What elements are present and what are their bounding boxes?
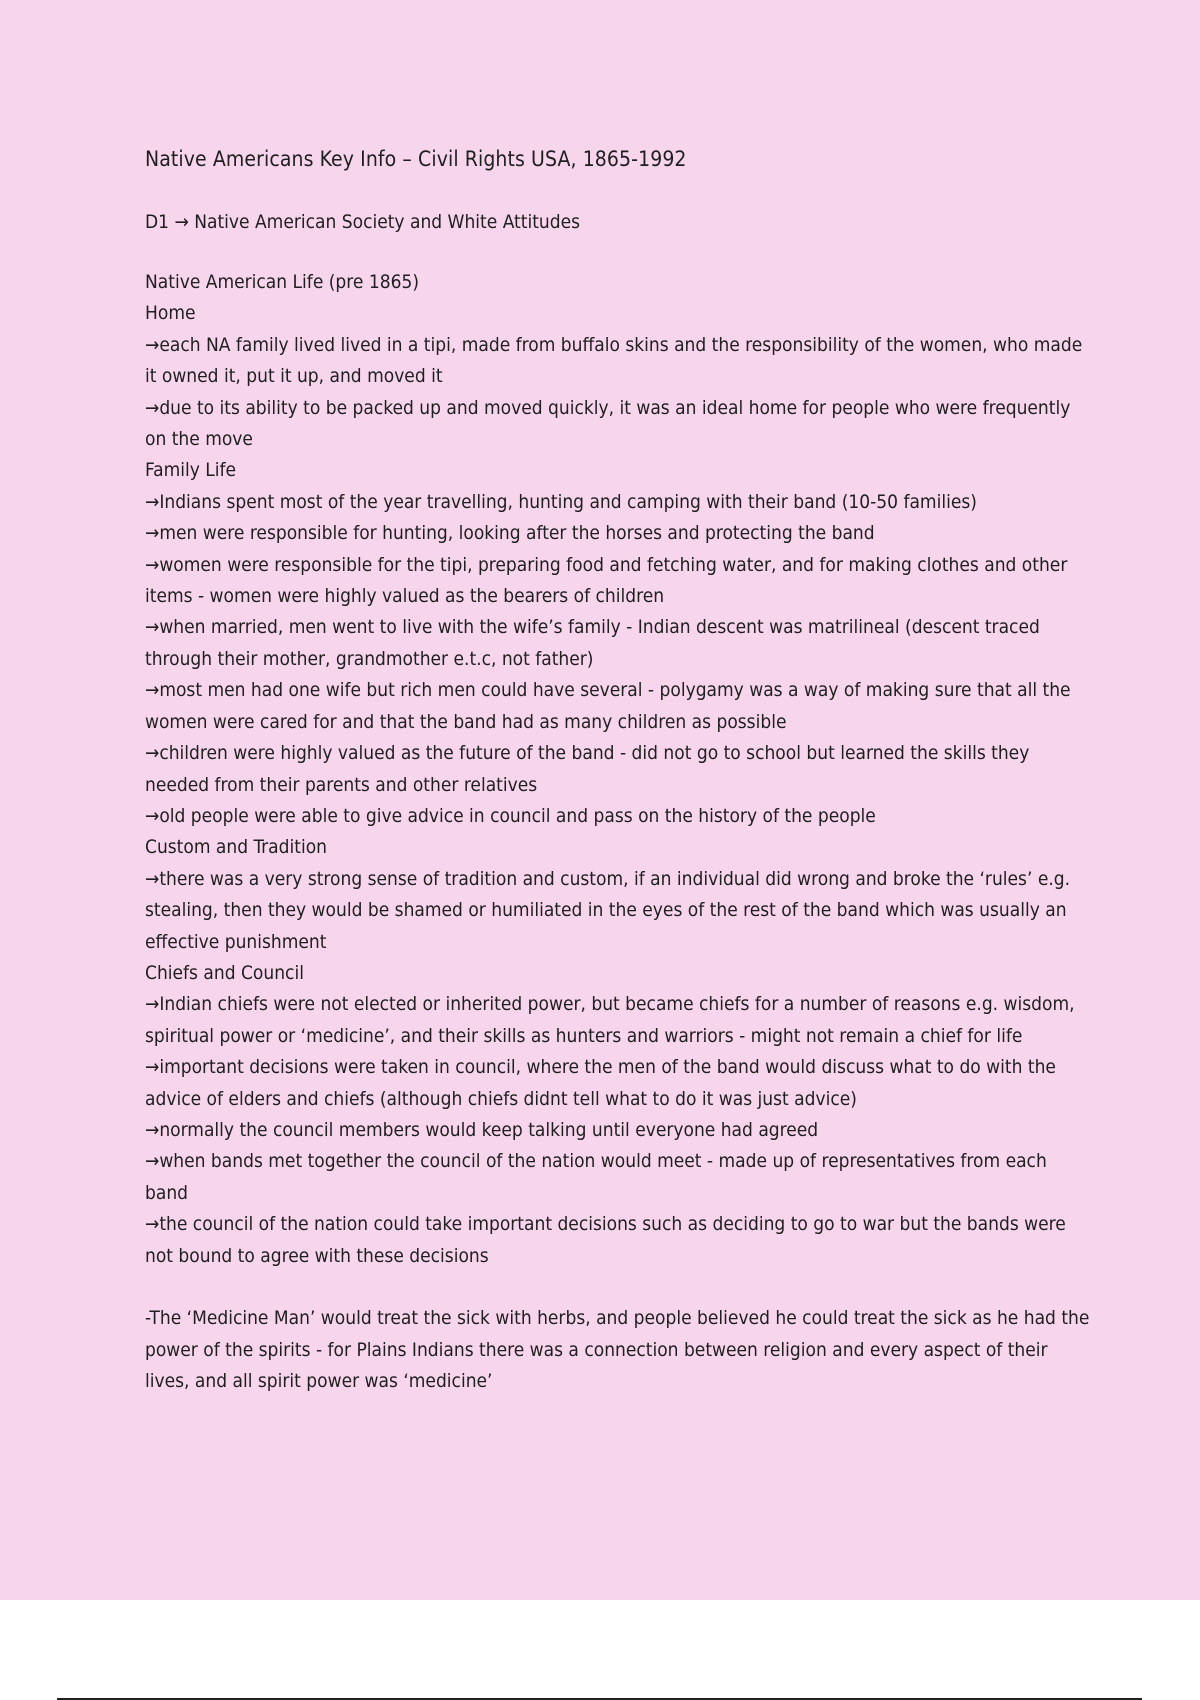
bullet-point: →the council of the nation could take important decisions such as deciding to go to war but the bands were not bound to agree with these decisions bbox=[145, 1213, 1066, 1267]
bullet-point: →normally the council members would keep talking until everyone had agreed bbox=[145, 1118, 819, 1141]
bullet-point: →men were responsible for hunting, looking after the horses and protecting the band bbox=[145, 522, 875, 545]
bullet-point: →when married, men went to live with the wife’s family - Indian descent was matrilineal (descent traced through their mother, grandmother e.t.c, not father) bbox=[145, 616, 1040, 670]
bullet-point: →women were responsible for the tipi, preparing food and fetching water, and for making clothes and other items - women were highly valued as the bearers of children bbox=[145, 553, 1068, 608]
subheading: Home bbox=[145, 302, 196, 325]
subheading: Chiefs and Council bbox=[145, 961, 304, 984]
bullet-point: →due to its ability to be packed up and moved quickly, it was an ideal home for people who were frequently on the move bbox=[145, 396, 1071, 451]
bullet-point: →important decisions were taken in council, where the men of the band would discuss what to do with the advice of elders and chiefs (although chiefs didnt tell what to do it was just advice) bbox=[145, 1056, 1056, 1110]
note-paragraph: -The ‘Medicine Man’ would treat the sick with herbs, and people believed he could treat the sick as he had the power of the spirits - for Plains Indians there was a connection between religion and every aspect of their lives, and all spirit power was ‘medicine’ bbox=[145, 1307, 1090, 1393]
bullet-point: →there was a very strong sense of tradition and custom, if an individual did wrong and broke the ‘rules’ e.g. stealing, then they would be shamed or humiliated in the eyes of the rest of the band which was usually an effective punishment bbox=[145, 867, 1071, 953]
bullet-point: →Indians spent most of the year travelling, hunting and camping with their band (10-50 families) bbox=[145, 490, 977, 513]
bullet-point: →children were highly valued as the future of the band - did not go to school but learned the skills they needed from their parents and other relatives bbox=[145, 742, 1030, 796]
bullet-point: →when bands met together the council of the nation would meet - made up of representatives from each band bbox=[145, 1150, 1047, 1204]
document-title: Native Americans Key Info – Civil Rights USA, 1865-1992 bbox=[145, 147, 687, 171]
bullet-point: →each NA family lived lived in a tipi, made from buffalo skins and the responsibility of the women, who made it owned it, put it up, and moved it bbox=[145, 333, 1083, 388]
subheading: Family Life bbox=[145, 459, 237, 482]
bullet-point: →most men had one wife but rich men could have several - polygamy was a way of making sure that all the women were cared for and that the band had as many children as possible bbox=[145, 679, 1071, 733]
subheading: Native American Life (pre 1865) bbox=[145, 271, 420, 293]
document-body bbox=[145, 267, 1090, 1398]
subheading: Custom and Tradition bbox=[145, 836, 327, 859]
bullet-point: →old people were able to give advice in council and pass on the history of the people bbox=[145, 804, 876, 827]
section-heading: D1 → Native American Society and White Attitudes bbox=[145, 211, 581, 233]
document-content bbox=[145, 144, 1090, 1398]
bullet-point: →Indian chiefs were not elected or inherited power, but became chiefs for a number of reasons e.g. wisdom, spiritual power or ‘medicine’, and their skills as hunters and warriors - might not remain a chief for life bbox=[145, 993, 1075, 1047]
